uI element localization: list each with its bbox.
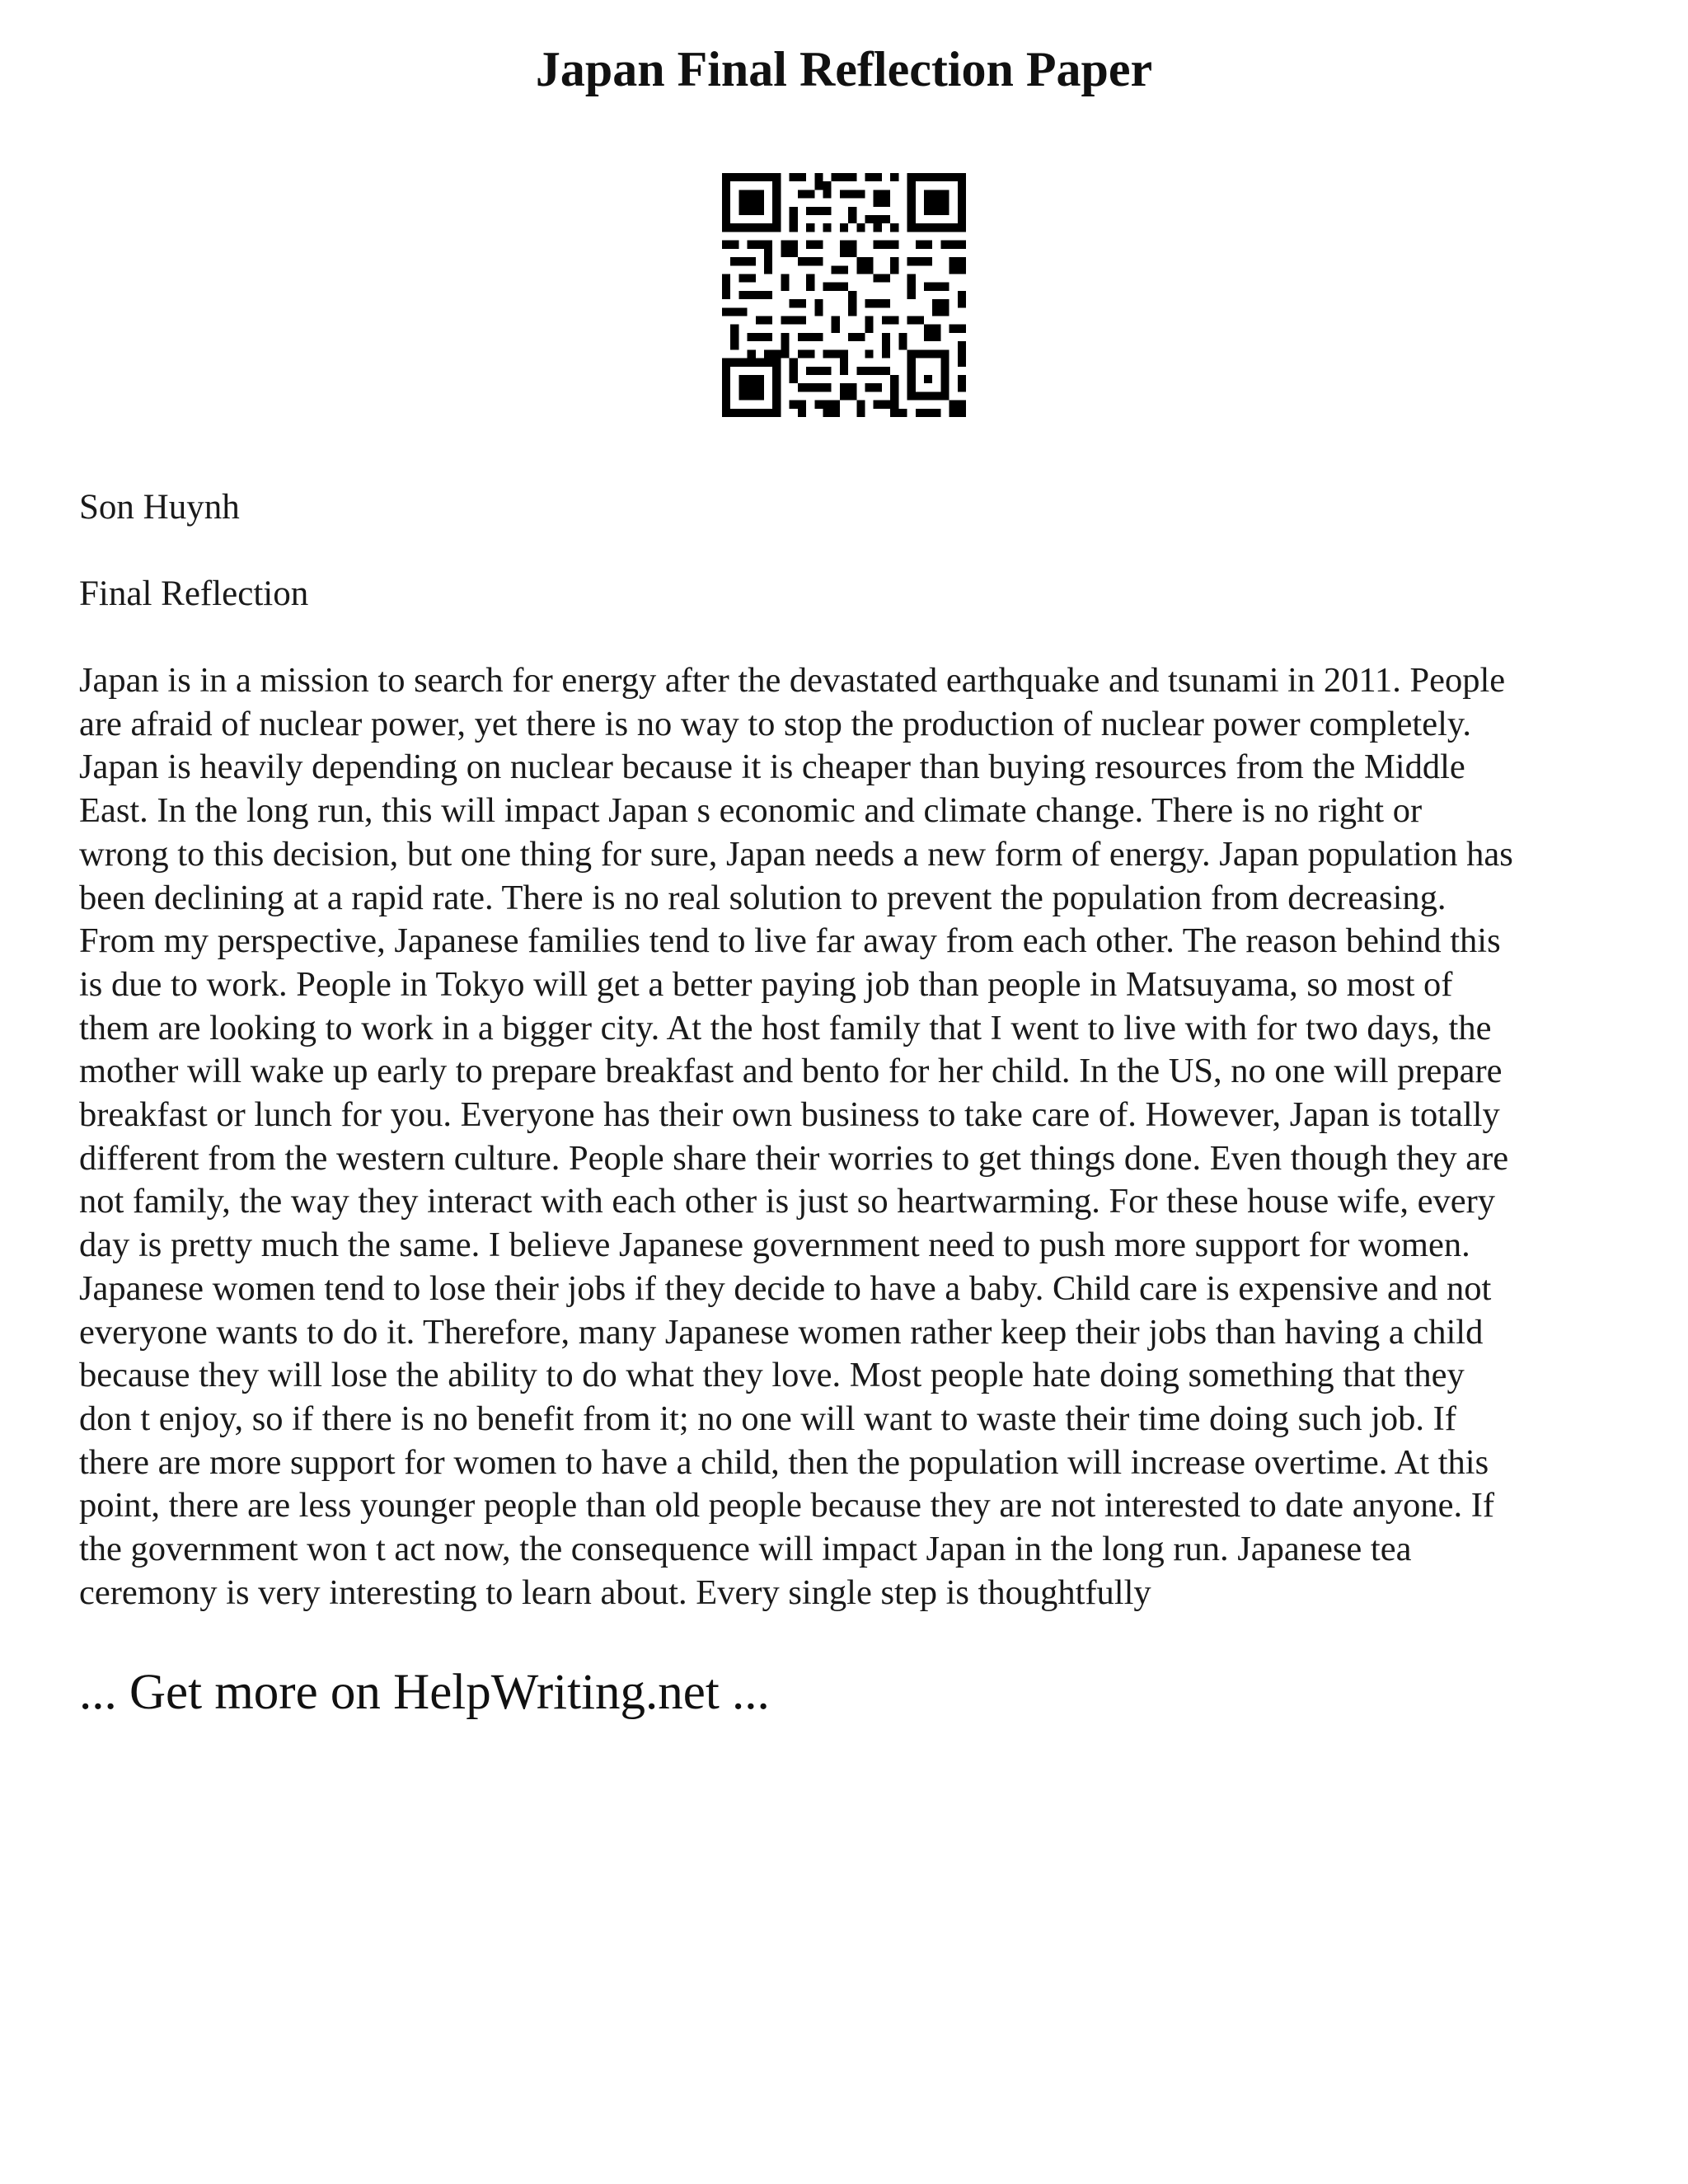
get-more-link[interactable]: ... Get more on HelpWriting.net ... [79, 1665, 770, 1720]
body-paragraph [79, 659, 1612, 1615]
body-line: is due to work. People in Tokyo will get a better paying job than people in Matsuyama, so most of [79, 964, 1453, 1004]
qr-code-icon [722, 173, 966, 417]
body-line: wrong to this decision, but one thing for sure, Japan needs a new form of energy. Japan population has [79, 834, 1513, 874]
body-line: mother will wake up early to prepare breakfast and bento for her child. In the US, no one will prepare [79, 1052, 1503, 1091]
body-line: different from the western culture. People share their worries to get things done. Even though they are [79, 1138, 1509, 1178]
body-line: Japan is heavily depending on nuclear because it is cheaper than buying resources from the Middle [79, 748, 1465, 787]
document-subtitle: Final Reflection [79, 574, 309, 613]
body-line: ceremony is very interesting to learn about. Every single step is thoughtfully [79, 1572, 1151, 1612]
page-title: Japan Final Reflection Paper [535, 42, 1153, 96]
body-line: point, there are less younger people than old people because they are not interested to date anyone. If [79, 1486, 1495, 1526]
body-line: Japanese women tend to lose their jobs if they decide to have a baby. Child care is expensive and not [79, 1268, 1492, 1308]
body-line: everyone wants to do it. Therefore, many Japanese women rather keep their jobs than having a child [79, 1312, 1484, 1352]
body-line: there are more support for women to have a child, then the population will increase overtime. At this [79, 1442, 1489, 1482]
body-line: been declining at a rapid rate. There is no real solution to prevent the population from decreasing. [79, 878, 1447, 917]
body-line: don t enjoy, so if there is no benefit from it; no one will want to waste their time doing such job. If [79, 1399, 1456, 1438]
body-line: day is pretty much the same. I believe Japanese government need to push more support for women. [79, 1226, 1470, 1265]
body-line: the government won t act now, the consequence will impact Japan in the long run. Japanese tea [79, 1530, 1412, 1569]
body-line: From my perspective, Japanese families tend to live far away from each other. The reason behind this [79, 921, 1501, 961]
body-line: Japan is in a mission to search for energy after the devastated earthquake and tsunami in 2011. People [79, 661, 1506, 700]
body-line: are afraid of nuclear power, yet there is no way to stop the production of nuclear power completely. [79, 704, 1472, 743]
body-line: not family, the way they interact with each other is just so heartwarming. For these house wife, every [79, 1182, 1495, 1221]
body-line: them are looking to work in a bigger city. At the host family that I went to live with for two days, the [79, 1008, 1492, 1047]
author-name: Son Huynh [79, 488, 240, 527]
body-line: East. In the long run, this will impact Japan s economic and climate change. There is no right or [79, 791, 1423, 831]
body-line: breakfast or lunch for you. Everyone has their own business to take care of. However, Japan is totally [79, 1095, 1500, 1135]
body-line: because they will lose the ability to do what they love. Most people hate doing something that they [79, 1356, 1465, 1395]
